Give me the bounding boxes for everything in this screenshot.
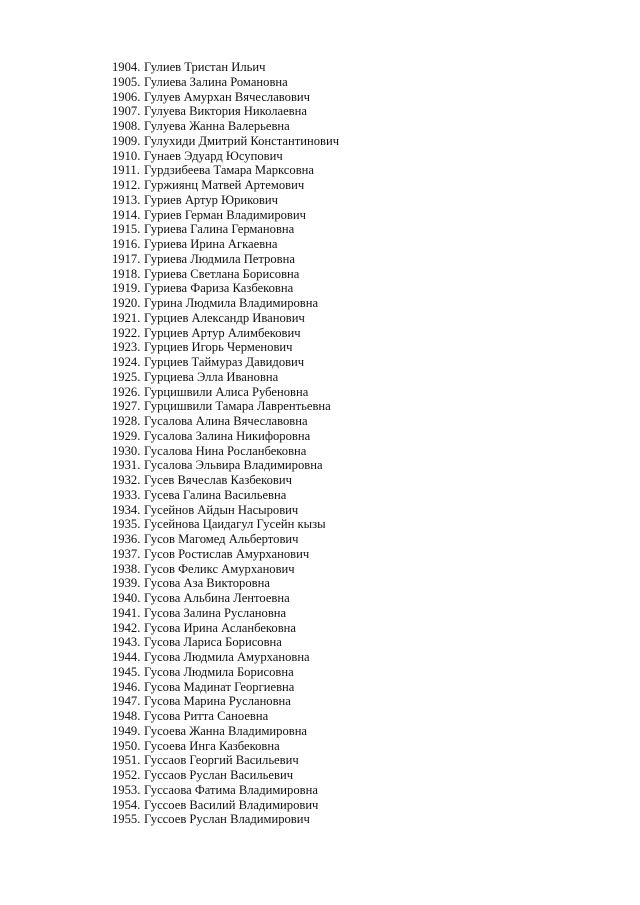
list-item — [112, 768, 612, 783]
entry-number: 1906. — [112, 89, 141, 104]
list-item — [112, 724, 612, 739]
entry-number: 1923. — [112, 340, 141, 355]
entry-number: 1916. — [112, 237, 141, 251]
list-item — [112, 326, 612, 341]
entry-number: 1927. — [112, 399, 141, 414]
list-item — [112, 178, 612, 193]
list-item — [112, 134, 612, 149]
entry-name: Гуриев Артур Юрикович — [144, 192, 278, 207]
entry-name: Гуриева Светлана Борисовна — [144, 266, 300, 281]
entry-number: 1913. — [112, 192, 141, 207]
list-item — [112, 665, 612, 680]
entry-name: Гусова Лариса Борисовна — [144, 635, 282, 650]
entry-number: 1908. — [112, 119, 141, 133]
list-item — [112, 237, 612, 252]
list-item — [112, 208, 612, 223]
list-item — [112, 149, 612, 164]
list-item — [112, 709, 612, 724]
list-item — [112, 385, 612, 400]
list-item — [112, 503, 612, 518]
entry-name: Гуссоев Руслан Владимирович — [144, 812, 310, 827]
entry-number: 1951. — [112, 753, 141, 768]
entry-number: 1952. — [112, 768, 141, 782]
entry-name: Гулуев Амурхан Вячеславович — [144, 89, 310, 104]
entry-name: Гурциева Элла Ивановна — [144, 369, 279, 384]
entry-number: 1917. — [112, 251, 141, 266]
entry-name: Гурциев Александр Иванович — [144, 310, 305, 325]
list-item — [112, 650, 612, 665]
list-item — [112, 532, 612, 547]
list-item — [112, 753, 612, 768]
entry-name: Гусоева Жанна Владимировна — [144, 723, 308, 738]
entry-number: 1940. — [112, 591, 141, 605]
name-list — [112, 60, 612, 827]
entry-name: Гурциев Артур Алимбекович — [144, 325, 301, 340]
entry-number: 1942. — [112, 620, 141, 635]
list-item — [112, 193, 612, 208]
entry-name: Гурдзибеева Тамара Марксовна — [144, 163, 314, 178]
entry-name: Гусова Мадинат Георгиевна — [144, 679, 295, 694]
entry-name: Гусова Альбина Лентоевна — [144, 591, 290, 605]
entry-number: 1910. — [112, 148, 141, 163]
entry-name: Гусова Ирина Асланбековна — [144, 620, 296, 635]
entry-name: Гусов Магомед Альбертович — [144, 532, 299, 546]
entry-number: 1938. — [112, 561, 141, 576]
list-item — [112, 281, 612, 296]
entry-name: Гусалова Нина Росланбековна — [144, 443, 307, 458]
entry-name: Гуриева Фариза Казбековна — [144, 281, 294, 296]
list-item — [112, 399, 612, 414]
entry-name: Гусалова Эльвира Владимировна — [144, 458, 323, 473]
list-item — [112, 355, 612, 370]
entry-name: Гулиева Залина Романовна — [144, 74, 288, 89]
list-item — [112, 222, 612, 237]
entry-number: 1915. — [112, 222, 141, 237]
entry-number: 1907. — [112, 104, 141, 119]
entry-name: Гусова Ритта Саноевна — [144, 709, 269, 723]
entry-number: 1947. — [112, 694, 141, 709]
entry-number: 1936. — [112, 532, 141, 546]
entry-number: 1950. — [112, 738, 141, 753]
list-item — [112, 517, 612, 532]
entry-name: Гуриев Герман Владимирович — [144, 207, 306, 222]
entry-name: Гуссоев Василий Владимирович — [144, 797, 319, 812]
entry-number: 1922. — [112, 325, 141, 340]
entry-name: Гуриева Ирина Агкаевна — [144, 237, 278, 251]
entry-name: Гусова Залина Руслановна — [144, 605, 287, 620]
entry-number: 1918. — [112, 266, 141, 281]
list-item — [112, 576, 612, 591]
entry-number: 1921. — [112, 310, 141, 325]
list-item — [112, 267, 612, 282]
entry-number: 1928. — [112, 414, 141, 428]
entry-number: 1953. — [112, 782, 141, 797]
entry-name: Гусев Вячеслав Казбекович — [144, 473, 292, 487]
entry-name: Гусева Галина Васильевна — [144, 487, 287, 502]
list-item — [112, 783, 612, 798]
entry-name: Гурциев Игорь Черменович — [144, 340, 293, 355]
entry-name: Гулиев Тристан Ильич — [144, 60, 266, 74]
entry-name: Гуссаов Руслан Васильевич — [144, 768, 294, 782]
list-item — [112, 621, 612, 636]
entry-name: Гусейнов Айдын Насырович — [144, 502, 299, 517]
list-item — [112, 680, 612, 695]
entry-number: 1919. — [112, 281, 141, 296]
entry-number: 1948. — [112, 709, 141, 723]
entry-name: Гурина Людмила Владимировна — [144, 296, 319, 310]
list-item — [112, 591, 612, 606]
list-item — [112, 473, 612, 488]
entry-number: 1934. — [112, 502, 141, 517]
entry-name: Гусалова Залина Никифоровна — [144, 428, 311, 443]
entry-number: 1939. — [112, 576, 141, 591]
list-item — [112, 311, 612, 326]
list-item — [112, 739, 612, 754]
list-item — [112, 547, 612, 562]
entry-name: Гулуева Виктория Николаевна — [144, 104, 307, 119]
entry-name: Гусова Людмила Амурхановна — [144, 650, 310, 664]
entry-number: 1949. — [112, 723, 141, 738]
entry-name: Гуссаова Фатима Владимировна — [144, 782, 318, 797]
entry-name: Гурциев Таймураз Давидович — [144, 355, 305, 369]
entry-number: 1909. — [112, 133, 141, 148]
entry-number: 1931. — [112, 458, 141, 473]
entry-number: 1920. — [112, 296, 141, 310]
entry-name: Гусова Аза Викторовна — [144, 576, 270, 591]
entry-name: Гулухиди Дмитрий Константинович — [144, 133, 340, 148]
entry-name: Гусов Феликс Амурханович — [144, 561, 295, 576]
entry-name: Гурцишвили Алиса Рубеновна — [144, 384, 309, 399]
list-item — [112, 340, 612, 355]
entry-number: 1945. — [112, 664, 141, 679]
entry-number: 1924. — [112, 355, 141, 369]
list-item — [112, 60, 612, 75]
entry-number: 1914. — [112, 207, 141, 222]
entry-name: Гуриева Людмила Петровна — [144, 251, 295, 266]
entry-number: 1932. — [112, 473, 141, 487]
list-item — [112, 104, 612, 119]
entry-number: 1933. — [112, 487, 141, 502]
entry-name: Гусалова Алина Вячеславовна — [144, 414, 308, 428]
entry-name: Гунаев Эдуард Юсупович — [144, 148, 283, 163]
entry-number: 1905. — [112, 74, 141, 89]
list-item — [112, 635, 612, 650]
list-item — [112, 606, 612, 621]
entry-name: Гуржиянц Матвей Артемович — [144, 178, 305, 192]
list-item — [112, 414, 612, 429]
entry-number: 1904. — [112, 60, 141, 74]
entry-name: Гулуева Жанна Валерьевна — [144, 119, 290, 133]
entry-number: 1911. — [112, 163, 140, 178]
list-item — [112, 90, 612, 105]
list-item — [112, 444, 612, 459]
entry-name: Гуриева Галина Германовна — [144, 222, 295, 237]
entry-number: 1944. — [112, 650, 141, 664]
list-item — [112, 488, 612, 503]
entry-name: Гусейнова Цаидагул Гусейн кызы — [144, 517, 326, 532]
list-item — [112, 429, 612, 444]
list-item — [112, 252, 612, 267]
list-item — [112, 694, 612, 709]
list-item — [112, 562, 612, 577]
entry-number: 1935. — [112, 517, 141, 532]
entry-number: 1926. — [112, 384, 141, 399]
list-item — [112, 798, 612, 813]
entry-name: Гусов Ростислав Амурханович — [144, 546, 310, 561]
entry-name: Гуссаов Георгий Васильевич — [144, 753, 299, 768]
entry-name: Гусова Марина Руслановна — [144, 694, 291, 709]
entry-number: 1937. — [112, 546, 141, 561]
list-item — [112, 812, 612, 827]
entry-name: Гусова Людмила Борисовна — [144, 664, 294, 679]
list-item — [112, 296, 612, 311]
entry-number: 1955. — [112, 812, 141, 827]
entry-number: 1929. — [112, 428, 141, 443]
entry-name: Гурцишвили Тамара Лаврентьевна — [144, 399, 331, 414]
list-item — [112, 458, 612, 473]
list-item — [112, 75, 612, 90]
entry-name: Гусоева Инга Казбековна — [144, 738, 280, 753]
entry-number: 1941. — [112, 605, 141, 620]
entry-number: 1946. — [112, 679, 141, 694]
list-item — [112, 119, 612, 134]
entry-number: 1912. — [112, 178, 141, 192]
entry-number: 1943. — [112, 635, 141, 650]
entry-number: 1954. — [112, 797, 141, 812]
entry-number: 1925. — [112, 369, 141, 384]
list-item — [112, 163, 612, 178]
list-item — [112, 370, 612, 385]
entry-number: 1930. — [112, 443, 141, 458]
